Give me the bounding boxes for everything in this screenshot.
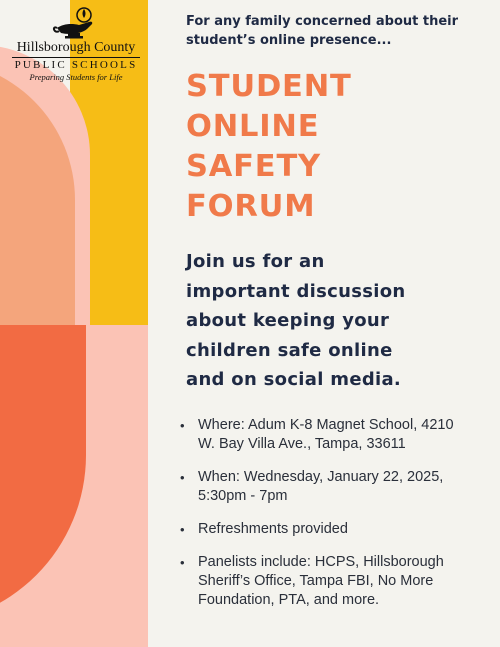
event-details-list	[180, 416, 486, 610]
lead-line: important discussion	[186, 280, 406, 302]
logo-district-name: Hillsborough County	[16, 40, 136, 55]
intro-line-1: For any family concerned about their	[186, 14, 459, 29]
oil-lamp-icon	[51, 6, 101, 40]
detail-when	[180, 468, 486, 506]
title-line: SAFETY	[186, 149, 321, 184]
detail-where	[180, 416, 486, 454]
lead-paragraph	[186, 247, 486, 395]
lead-line: about keeping your	[186, 310, 390, 331]
logo-tagline: Preparing Students for Life	[29, 72, 123, 82]
bullet-icon: •	[180, 521, 185, 537]
detail-line: Where: Adum K-8 Magnet School, 4210	[198, 416, 454, 433]
detail-line: 5:30pm - 7pm	[198, 487, 288, 504]
bullet-icon: •	[180, 417, 185, 433]
detail-panelists	[180, 553, 486, 610]
lead-line: children safe online	[186, 339, 393, 361]
lead-line: and on social media.	[186, 369, 402, 390]
title-line: ONLINE	[186, 109, 320, 144]
hcps-logo	[6, 6, 146, 83]
title-line: FORUM	[186, 189, 316, 224]
detail-line: Refreshments provided	[198, 520, 348, 537]
logo-public-schools: PUBLIC SCHOOLS	[12, 57, 140, 72]
detail-line: When: Wednesday, January 22, 2025,	[198, 468, 444, 485]
detail-line: W. Bay Villa Ave., Tampa, 33611	[198, 435, 406, 452]
title-line: STUDENT	[186, 69, 352, 104]
lead-line: Join us for an	[186, 251, 325, 272]
intro-line-2: student’s online presence...	[186, 33, 392, 48]
detail-line: Foundation, PTA, and more.	[198, 591, 380, 608]
detail-line: Sheriff’s Office, Tampa FBI, No More	[198, 572, 434, 589]
decorative-art-panel	[0, 0, 148, 647]
intro-text	[186, 12, 486, 50]
detail-line: Panelists include: HCPS, Hillsborough	[198, 553, 444, 570]
detail-refreshments	[180, 520, 486, 539]
flyer-content	[180, 12, 486, 624]
event-title	[186, 67, 486, 227]
bullet-icon: •	[180, 469, 185, 485]
bullet-icon: •	[180, 554, 185, 570]
